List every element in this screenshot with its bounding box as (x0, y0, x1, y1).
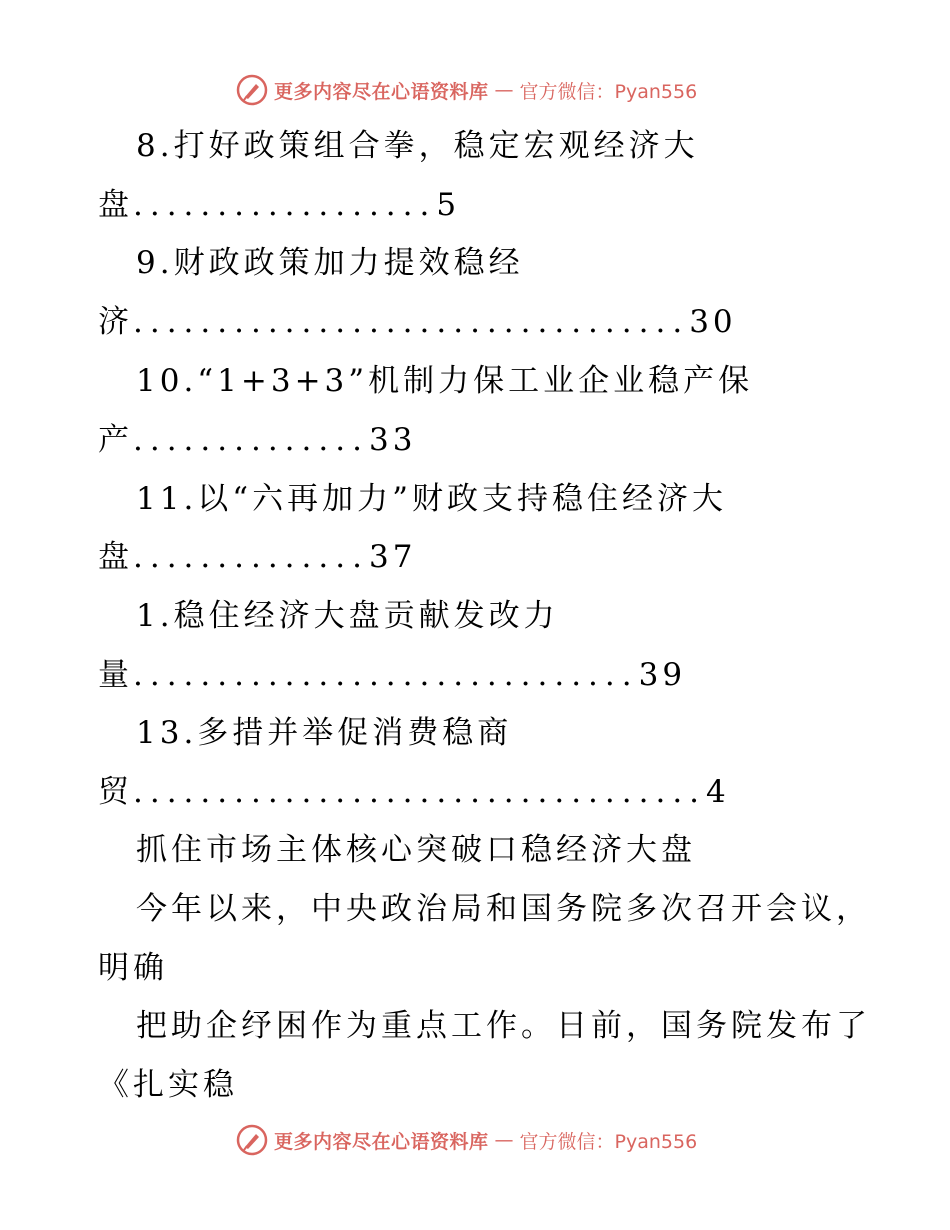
toc-entry-tail: 产 (98, 422, 133, 458)
section-heading: 抓住市场主体核心突破口稳经济大盘 (136, 832, 696, 868)
toc-page-number: 5 (436, 187, 461, 223)
toc-entry-title: 9.财政政策加力提效稳经 (136, 245, 524, 281)
toc-dot-leader: .............. (133, 422, 369, 458)
toc-entry-leader (98, 420, 416, 460)
toc-entry-title: 8.打好政策组合拳，稳定宏观经济大 (136, 128, 699, 164)
toc-entry-tail: 济 (98, 304, 133, 340)
toc-entry-leader (98, 655, 686, 695)
toc-dot-leader: .............. (133, 539, 369, 575)
watermark-wechat: 官方微信：Pyan556 (519, 80, 698, 103)
toc-page-number: 4 (706, 774, 730, 810)
quill-logo-icon (236, 1124, 268, 1156)
header-watermark (236, 72, 697, 108)
toc-entry-leader (98, 185, 460, 225)
toc-entry-tail: 量 (98, 657, 133, 693)
toc-dot-leader: ................................. (133, 304, 690, 340)
paragraph-line: 《扎实稳 (98, 1067, 238, 1103)
watermark-text: 更多内容尽在心语资料库 (274, 80, 489, 103)
footer-watermark (236, 1122, 697, 1158)
toc-dot-leader: .................................. (133, 774, 707, 810)
toc-page-number: 33 (368, 422, 417, 458)
watermark-dash: — (494, 79, 514, 101)
toc-entry-leader (98, 537, 416, 577)
quill-logo-icon (236, 74, 268, 106)
toc-entry-title: 1.稳住经济大盘贡献发改力 (136, 598, 559, 634)
watermark-dash: — (494, 1129, 514, 1151)
watermark-text: 更多内容尽在心语资料库 (274, 1130, 489, 1153)
toc-entry-leader (98, 772, 730, 812)
toc-entry-title: 10.“1+3+3”机制力保工业企业稳产保 (136, 363, 754, 399)
toc-entry-leader (98, 302, 737, 342)
paragraph-line: 今年以来，中央政治局和国务院多次召开会议， (136, 891, 871, 927)
toc-entry-tail: 盘 (98, 539, 133, 575)
toc-entry-title: 11.以“六再加力”财政支持稳住经济大 (136, 481, 727, 517)
toc-dot-leader: .............................. (133, 657, 639, 693)
paragraph-line: 明确 (98, 950, 168, 986)
paragraph-line: 把助企纾困作为重点工作。日前，国务院发布了 (136, 1008, 871, 1044)
toc-entry-tail: 盘 (98, 187, 133, 223)
toc-dot-leader: .................. (133, 187, 437, 223)
watermark-wechat: 官方微信：Pyan556 (519, 1130, 698, 1153)
toc-entry-tail: 贸 (98, 774, 133, 810)
toc-entry-title: 13.多措并举促消费稳商 (136, 715, 513, 751)
toc-page-number: 39 (638, 657, 687, 693)
toc-page-number: 30 (689, 304, 737, 340)
toc-page-number: 37 (368, 539, 417, 575)
